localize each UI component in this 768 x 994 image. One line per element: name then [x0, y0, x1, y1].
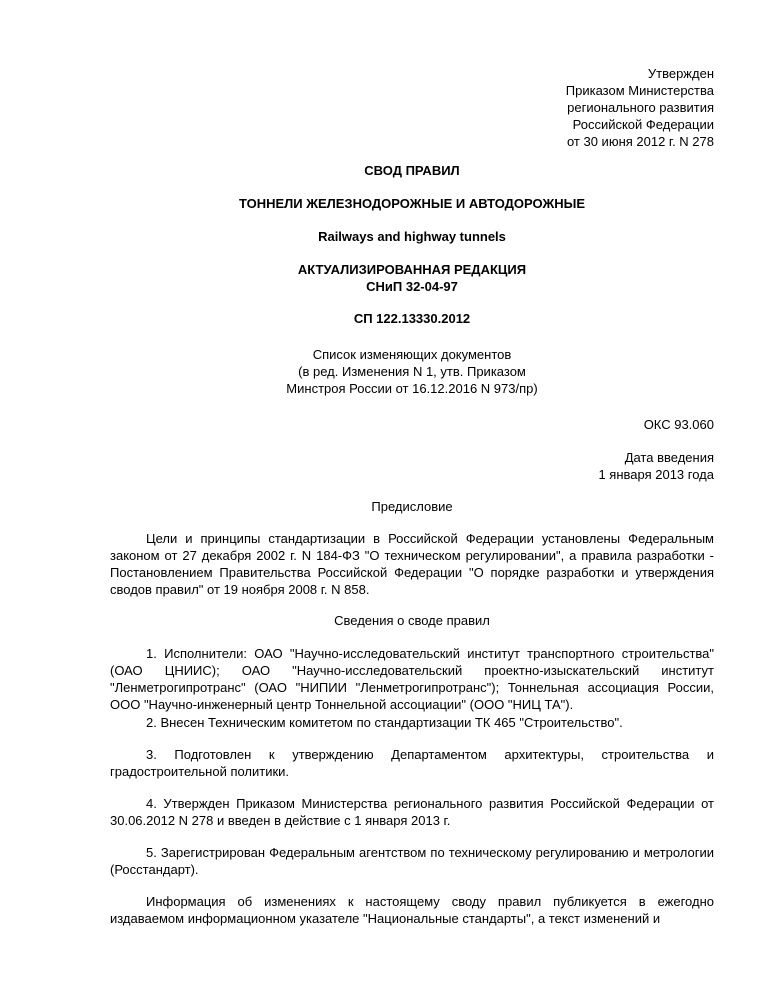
preface-paragraph: Цели и принципы стандартизации в Российской Федерации установлены Федеральным законом от 27 декабря 2002 г. N 184-ФЗ "О техническом регулировании", а правила разработки - Постановлением Правительства Российской Федерации "О порядке разработки и утверждения сводов правил" от 19 ноября 2008 г. N 858. — [110, 531, 714, 597]
approval-line: от 30 июня 2012 г. N 278 — [566, 134, 714, 149]
changes-line: (в ред. Изменения N 1, утв. Приказом — [298, 364, 526, 379]
approval-line: регионального развития — [567, 100, 714, 115]
edition-block — [110, 261, 714, 295]
intro-date-label: Дата введения — [624, 450, 714, 465]
edition-line: АКТУАЛИЗИРОВАННАЯ РЕДАКЦИЯ — [297, 262, 527, 277]
intro-date-block — [110, 449, 714, 483]
snip-code: СНиП 32-04-97 — [366, 279, 458, 294]
changes-line: Минстроя России от 16.12.2016 N 973/пр) — [286, 381, 538, 396]
svod-pravil-heading: СВОД ПРАВИЛ — [364, 163, 460, 178]
oks-code: ОКС 93.060 — [643, 417, 714, 432]
preface-heading: Предисловие — [371, 499, 453, 514]
info-changes-paragraph: Информация об изменениях к настоящему своду правил публикуется в ежегодно издаваемом информационном указателе "Национальные стандарты", а текст изменений и — [110, 894, 714, 926]
info-item-3: 3. Подготовлен к утверждению Департаментом архитектуры, строительства и градостроительной политики. — [110, 747, 714, 779]
document-title-en: Railways and highway tunnels — [318, 229, 506, 244]
approval-block — [110, 65, 714, 150]
info-item-5: 5. Зарегистрирован Федеральным агентством по техническому регулированию и метрологии (Росстандарт). — [110, 845, 714, 877]
changes-block — [110, 346, 714, 397]
intro-date-value: 1 января 2013 года — [598, 467, 714, 482]
info-item-1: 1. Исполнители: ОАО "Научно-исследовательский институт транспортного строительства" (ОАО ЦНИИС); ОАО "Научно-исследовательский проектно-изыскательский институт "Ленметрогипротранс" (ОАО "НИПИИ "Ленметрогипротранс"); Тоннельная ассоциация России, ООО "Научно-инженерный центр Тоннельной ассоциации" (ООО "НИЦ ТА"). — [110, 646, 714, 712]
sp-code: СП 122.13330.2012 — [353, 311, 471, 326]
info-item-4: 4. Утвержден Приказом Министерства регионального развития Российской Федерации от 30.06.2012 N 278 и введен в действие с 1 января 2013 г. — [110, 796, 714, 828]
document-title: ТОННЕЛИ ЖЕЛЕЗНОДОРОЖНЫЕ И АВТОДОРОЖНЫЕ — [238, 196, 586, 211]
info-heading: Сведения о своде правил — [334, 613, 490, 628]
changes-line: Список изменяющих документов — [312, 347, 512, 362]
approval-line: Российской Федерации — [572, 117, 714, 132]
info-item-2: 2. Внесен Техническим комитетом по стандартизации ТК 465 "Строительство". — [146, 715, 623, 730]
approval-line: Утвержден — [647, 66, 714, 81]
approval-line: Приказом Министерства — [565, 83, 714, 98]
